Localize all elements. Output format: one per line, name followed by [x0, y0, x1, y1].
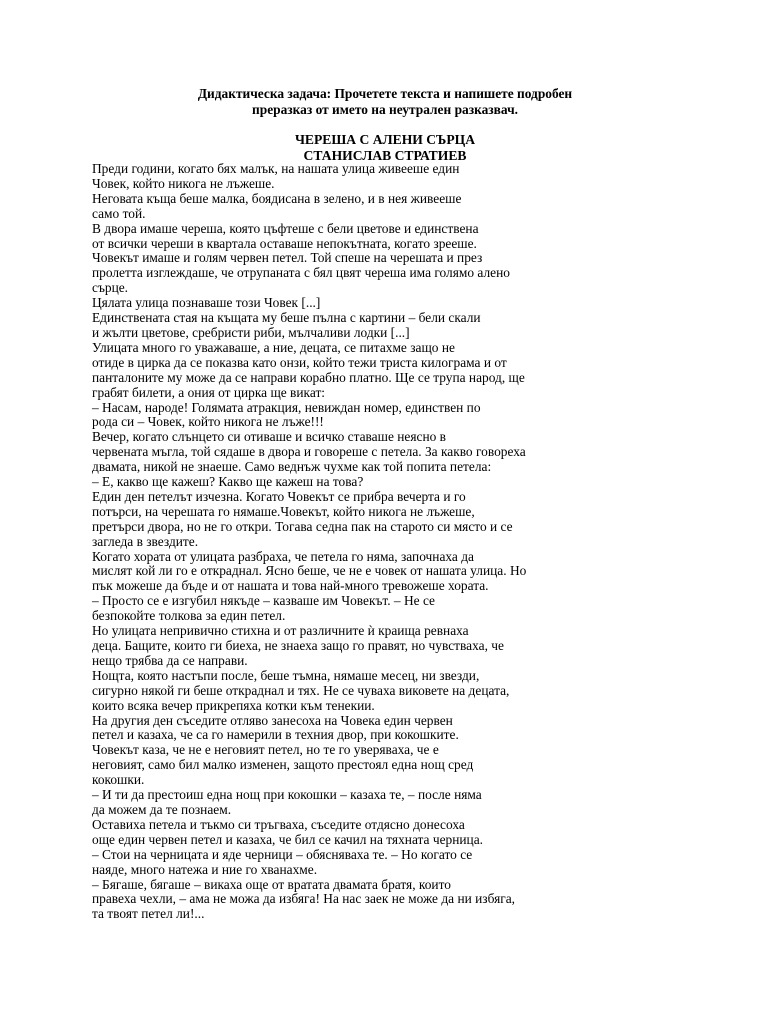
body-line: На другия ден съседите отляво занесоха на Човека един червен	[92, 712, 453, 728]
task-line-2: преразказ от името на неутрален разказвач.	[252, 102, 518, 117]
body-line: Човек, който никога не лъжеше.	[92, 175, 275, 191]
body-line: Човекът каза, че не е неговият петел, но те го уверяваха, че е	[92, 742, 439, 758]
body-line: кокошки.	[92, 772, 145, 788]
body-line: сърце.	[92, 280, 129, 296]
body-line: деца. Бащите, които ги биеха, не знаеха защо го правят, но чувстваха, че	[92, 638, 504, 653]
body-line: – Стои на черницата и яде черници – обясняваха те. – Но когато се	[92, 846, 473, 862]
body-line: Улицата много го уважаваше, а ние, децата, се питахме защо не	[92, 339, 455, 355]
task-line-1: Дидактическа задача: Прочетете текста и напишете подробен	[197, 86, 573, 101]
body-line: и жълти цветове, сребристи риби, мълчаливи лодки [...]	[92, 324, 410, 340]
body-line: Когато хората от улицата разбраха, че петела го няма, започнаха да	[92, 548, 474, 564]
body-line: панталоните му може да се направи корабно платно. Ще се трупа народ, ще	[92, 369, 525, 385]
body-line: пролетта изглеждаше, че отрупаната с бял цвят череша има голямо алено	[92, 265, 510, 281]
body-line: Един ден петелът изчезна. Когато Човекът се прибра вечерта и го	[92, 488, 466, 504]
body-line: Преди години, когато бях малък, на нашата улица живееше един	[92, 161, 460, 176]
body-line: претърси двора, но не го откри. Тогава седна пак на старото си място и се	[92, 518, 513, 534]
body-line: пък можеше да бъде и от нашата и това най-много тревожеше хората.	[92, 578, 489, 594]
body-line: безпокойте толкова за един петел.	[92, 608, 286, 624]
body-line: Единствената стая на къщата му беше пълна с картини – бели скали	[92, 310, 481, 326]
body-line: грабят билети, а ония от цирка ще викат:	[92, 384, 326, 400]
body-line: да можем да те познаем.	[92, 801, 232, 817]
body-line: Вечер, когато слънцето си отиваше и всичко ставаше неясно в	[92, 429, 446, 445]
body-line: червената мъгла, той сядаше в двора и говореше с петела. За какво говореха	[92, 444, 526, 460]
body-line: рода си – Човек, който никога не лъже!!!	[92, 414, 324, 430]
body-line: Но улицата непривично стихна и от различните ѝ краища ревнаха	[92, 623, 469, 639]
body-line: мислят кой ли го е откраднал. Ясно беше, че не е човек от нашата улица. Но	[92, 563, 527, 579]
body-line: само той.	[92, 205, 146, 221]
body-line: правеха чехли, – ама не можа да избяга! На нас заек не може да ни избяга,	[92, 891, 516, 907]
author-line: СТАНИСЛАВ СТРАТИЕВ	[303, 148, 467, 163]
body-line: наяде, много натежа и ние го хванахме.	[92, 861, 318, 877]
body-line: Цялата улица познаваше този Човек [...]	[92, 295, 321, 311]
body-line: – Е, какво ще кажеш? Какво ще кажеш на това?	[92, 474, 364, 490]
body-line: неговият, само бил малко изменен, защото престоял една нощ сред	[92, 757, 474, 773]
body-line: – И ти да престоиш една нощ при кокошки – казаха те, – после няма	[92, 787, 482, 803]
body-line: от всички череши в квартала оставаше непокътната, когато зрееше.	[92, 235, 477, 251]
story-title	[150, 132, 620, 164]
body-line: Неговата къща беше малка, боядисана в зелено, и в нея живееше	[92, 190, 462, 206]
story-body	[92, 162, 562, 922]
body-line: още един червен петел и казаха, че бил се качил на тяхната черница.	[92, 831, 484, 847]
body-line: та твоят петел ли!...	[92, 906, 205, 922]
didactic-task	[150, 86, 620, 118]
body-line: сигурно някой ги беше откраднал и тях. Не се чуваха виковете на децата,	[92, 682, 510, 698]
body-line: Човекът имаше и голям червен петел. Той спеше на черешата и през	[92, 250, 483, 266]
body-line: двамата, никой не знаеше. Само веднъж чухме как той попита петела:	[92, 459, 492, 475]
body-line: Нощта, която настъпи после, беше тъмна, нямаше месец, ни звезди,	[92, 667, 480, 683]
body-line: отиде в цирка да се показва като онзи, който тежи триста килограма и от	[92, 354, 507, 370]
body-line: Оставиха петела и тъкмо си тръгваха, съседите отдясно донесоха	[92, 816, 465, 832]
title-line: ЧЕРЕША С АЛЕНИ СЪРЦА	[294, 132, 476, 147]
body-line: петел и казаха, че са го намерили в техния двор, при кокошките.	[92, 727, 459, 743]
body-line: – Бягаше, бягаше – викаха още от вратата двамата братя, които	[92, 876, 451, 892]
body-line: нещо трябва да се направи.	[92, 652, 248, 668]
body-line: които всяка вечер прикрепяха котки към тенекии.	[92, 697, 375, 713]
body-line: – Насам, народе! Голямата атракция, невиждан номер, единствен по	[92, 399, 481, 415]
body-line: – Просто се е изгубил някъде – казваше им Човекът. – Не се	[92, 593, 435, 609]
body-line: В двора имаше череша, която цъфтеше с бели цветове и единствена	[92, 220, 479, 236]
body-line: загледа в звездите.	[92, 533, 199, 549]
body-line: потърси, на черешата го нямаше.Човекът, който никога не лъжеше,	[92, 503, 475, 519]
